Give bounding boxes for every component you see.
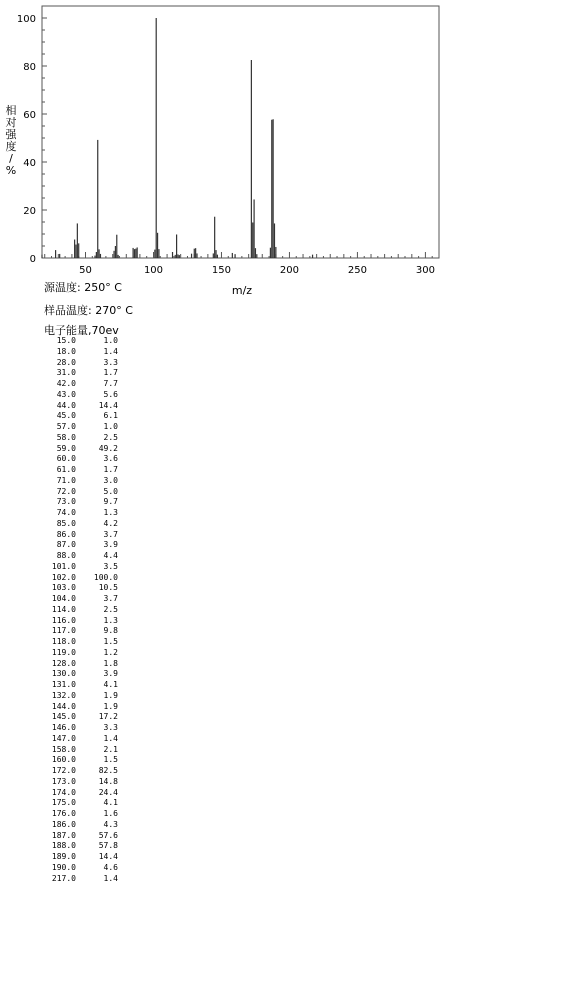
peak-intensity: 6.1: [103, 411, 118, 421]
peak-intensity: 100.0: [93, 572, 118, 582]
peak-intensity: 3.5: [103, 561, 118, 571]
peak-table-row: [44, 551, 118, 562]
peak-intensity: 82.5: [98, 766, 118, 775]
y-tick-label: 20: [23, 206, 36, 217]
peak-intensity: 9.7: [103, 497, 118, 507]
peak-table-row: [44, 874, 118, 885]
peak-intensity: 3.9: [103, 669, 118, 679]
peak-table-row: [44, 616, 118, 627]
peak-mz: 88.0: [56, 551, 76, 560]
peak-mz: 45.0: [56, 411, 76, 421]
y-axis-title-text: 相对强度/ %: [5, 104, 17, 177]
peak-intensity: 1.5: [103, 755, 118, 765]
peak-table-row: [44, 336, 118, 347]
peak-table-row: [44, 519, 118, 530]
peak-mz: 102.0: [51, 572, 76, 582]
peak-mz: 71.0: [56, 475, 76, 485]
peak-table-row: [44, 755, 118, 766]
peak-mz: 160.0: [51, 755, 76, 765]
peak-mz: 15.0: [56, 336, 76, 345]
peak-table-row: [44, 712, 118, 723]
peak-mz: 119.0: [51, 647, 76, 657]
peak-table-row: [44, 669, 118, 680]
peak-intensity: 3.6: [103, 454, 118, 464]
peak-mz: 146.0: [51, 723, 76, 732]
peak-mz: 217.0: [51, 873, 76, 883]
peak-intensity: 5.0: [103, 486, 118, 496]
peak-table-row: [44, 734, 118, 745]
peak-mz: 44.0: [56, 400, 76, 410]
y-tick-label: 60: [23, 110, 36, 121]
peak-table-row: [44, 680, 118, 691]
peak-mz: 174.0: [51, 787, 76, 797]
peak-intensity: 1.3: [103, 615, 118, 625]
peak-intensity: 2.5: [103, 604, 118, 614]
peak-intensity: 24.4: [98, 787, 118, 797]
peak-table-row: [44, 497, 118, 508]
peak-mz: 58.0: [56, 432, 76, 442]
x-axis-title: m/z: [231, 284, 253, 297]
peak-mz: 86.0: [56, 529, 76, 539]
peak-table-row: [44, 379, 118, 390]
peak-table-row: [44, 820, 118, 831]
peak-intensity: 1.6: [103, 809, 118, 818]
peak-table-row: [44, 411, 118, 422]
peak-mz: 186.0: [51, 819, 76, 829]
peak-intensity: 4.4: [103, 551, 118, 560]
peak-intensity: 57.6: [98, 830, 118, 840]
peak-intensity: 1.4: [103, 346, 118, 356]
peak-mz: 173.0: [51, 776, 76, 786]
peak-table-row: [44, 573, 118, 584]
peak-mz: 42.0: [56, 379, 76, 388]
peak-mz: 190.0: [51, 862, 76, 872]
peak-intensity: 4.1: [103, 798, 118, 808]
peak-table-row: [44, 508, 118, 519]
peak-intensity: 14.4: [98, 400, 118, 410]
peak-table: [44, 336, 118, 884]
peak-table-row: [44, 723, 118, 734]
peak-table-row: [44, 454, 118, 465]
peak-table-row: [44, 766, 118, 777]
peak-table-row: [44, 637, 118, 648]
peak-mz: 117.0: [51, 626, 76, 636]
peak-mz: 59.0: [56, 443, 76, 453]
peak-mz: 188.0: [51, 841, 76, 851]
peak-intensity: 1.4: [103, 733, 118, 743]
x-tick-label: 300: [415, 265, 435, 276]
x-tick-label: 200: [279, 265, 299, 276]
plot-frame: [42, 6, 439, 258]
peak-table-row: [44, 798, 118, 809]
peak-mz: 147.0: [51, 733, 76, 743]
y-tick-labels: [17, 14, 36, 265]
x-tick-labels: [79, 265, 435, 276]
peak-mz: 130.0: [51, 669, 76, 679]
peak-intensity: 1.9: [103, 701, 118, 711]
x-tick-label: 250: [347, 265, 367, 276]
peak-mz: 175.0: [51, 798, 76, 808]
peak-intensity: 10.5: [98, 583, 118, 593]
peak-intensity: 1.2: [103, 647, 118, 657]
peak-table-row: [44, 562, 118, 573]
peak-intensity: 1.7: [103, 368, 118, 378]
peak-intensity: 4.3: [103, 819, 118, 829]
peak-intensity: 1.5: [103, 637, 118, 646]
x-tick-label: 150: [211, 265, 232, 276]
peak-table-row: [44, 540, 118, 551]
peak-intensity: 57.8: [98, 841, 118, 851]
peak-mz: 145.0: [51, 712, 76, 722]
peak-table-row: [44, 476, 118, 487]
source-temperature: 源温度: 250° C: [44, 281, 122, 294]
peak-table-row: [44, 368, 118, 379]
peak-table-row: [44, 422, 118, 433]
peak-intensity: 4.2: [103, 518, 118, 528]
electron-energy: 电子能量,70ev: [44, 324, 119, 337]
sample-temperature: 样品温度: 270° C: [44, 304, 133, 317]
peak-table-row: [44, 809, 118, 820]
peak-table-row: [44, 444, 118, 455]
peak-mz: 57.0: [56, 422, 76, 431]
peak-mz: 116.0: [51, 615, 76, 625]
peak-mz: 31.0: [56, 368, 76, 378]
peak-mz: 73.0: [56, 497, 76, 507]
peak-mz: 72.0: [56, 486, 76, 496]
peak-mz: 60.0: [56, 454, 76, 464]
peak-intensity: 5.6: [103, 389, 118, 399]
peak-intensity: 3.3: [103, 357, 118, 367]
peak-intensity: 1.0: [103, 422, 118, 431]
y-tick-label: 0: [29, 254, 36, 265]
peak-intensity: 3.7: [103, 529, 118, 539]
peak-mz: 187.0: [51, 830, 76, 840]
peak-intensity: 3.0: [103, 475, 118, 485]
peak-table-row: [44, 841, 118, 852]
peak-table-row: [44, 433, 118, 444]
peak-table-row: [44, 347, 118, 358]
peak-intensity: 3.7: [103, 594, 118, 603]
peak-intensity: 1.3: [103, 508, 118, 517]
peak-table-row: [44, 863, 118, 874]
peak-intensity: 1.8: [103, 658, 118, 668]
peak-table-row: [44, 594, 118, 605]
peak-intensity: 1.9: [103, 690, 118, 700]
peak-table-row: [44, 852, 118, 863]
peak-table-row: [44, 401, 118, 412]
peak-mz: 144.0: [51, 701, 76, 711]
peak-intensity: 7.7: [103, 379, 118, 388]
peak-table-row: [44, 465, 118, 476]
peak-table-row: [44, 648, 118, 659]
peak-intensity: 1.4: [103, 873, 118, 883]
peak-mz: 158.0: [51, 744, 76, 754]
peak-table-row: [44, 691, 118, 702]
peak-mz: 18.0: [56, 346, 76, 356]
peak-mz: 28.0: [56, 357, 76, 367]
peak-intensity: 2.5: [103, 432, 118, 442]
peak-table-row: [44, 702, 118, 713]
peak-intensity: 3.3: [103, 723, 118, 732]
peak-table-row: [44, 777, 118, 788]
peak-intensity: 17.2: [98, 712, 118, 722]
peak-intensity: 3.9: [103, 540, 118, 550]
peak-table-row: [44, 390, 118, 401]
peak-mz: 103.0: [51, 583, 76, 593]
peak-mz: 132.0: [51, 690, 76, 700]
peak-table-row: [44, 605, 118, 616]
y-tick-label: 80: [23, 62, 36, 73]
peak-intensity: 4.1: [103, 680, 118, 689]
peak-bars: [42, 18, 313, 258]
peak-mz: 172.0: [51, 766, 76, 775]
peak-table-row: [44, 745, 118, 756]
peak-mz: 118.0: [51, 637, 76, 646]
peak-table-row: [44, 487, 118, 498]
peak-table-row: [44, 659, 118, 670]
peak-intensity: 2.1: [103, 744, 118, 754]
peak-mz: 74.0: [56, 508, 76, 517]
peak-mz: 101.0: [51, 561, 76, 571]
peak-intensity: 14.4: [98, 852, 118, 861]
minor-ticks: [42, 18, 439, 258]
peak-mz: 85.0: [56, 518, 76, 528]
peak-mz: 104.0: [51, 594, 76, 603]
peak-mz: 43.0: [56, 389, 76, 399]
mass-spectrum-chart: [0, 0, 570, 300]
peak-intensity: 4.6: [103, 862, 118, 872]
peak-intensity: 14.8: [98, 776, 118, 786]
x-tick-label: 50: [79, 265, 92, 276]
peak-table-row: [44, 358, 118, 369]
peak-intensity: 49.2: [98, 443, 118, 453]
peak-mz: 176.0: [51, 809, 76, 818]
peak-table-row: [44, 626, 118, 637]
peak-intensity: 9.8: [103, 626, 118, 636]
peak-mz: 87.0: [56, 540, 76, 550]
y-tick-label: 100: [16, 14, 36, 25]
peak-intensity: 1.7: [103, 465, 118, 474]
peak-mz: 131.0: [51, 680, 76, 689]
peak-mz: 128.0: [51, 658, 76, 668]
peak-mz: 61.0: [56, 465, 76, 474]
peak-table-row: [44, 831, 118, 842]
peak-mz: 114.0: [51, 604, 76, 614]
y-tick-label: 40: [23, 158, 36, 169]
peak-table-row: [44, 583, 118, 594]
peak-intensity: 1.0: [103, 336, 118, 345]
peak-table-row: [44, 530, 118, 541]
y-axis-title: [6, 103, 18, 177]
peak-mz: 189.0: [51, 852, 76, 861]
peak-table-row: [44, 788, 118, 799]
x-tick-label: 100: [143, 265, 164, 276]
